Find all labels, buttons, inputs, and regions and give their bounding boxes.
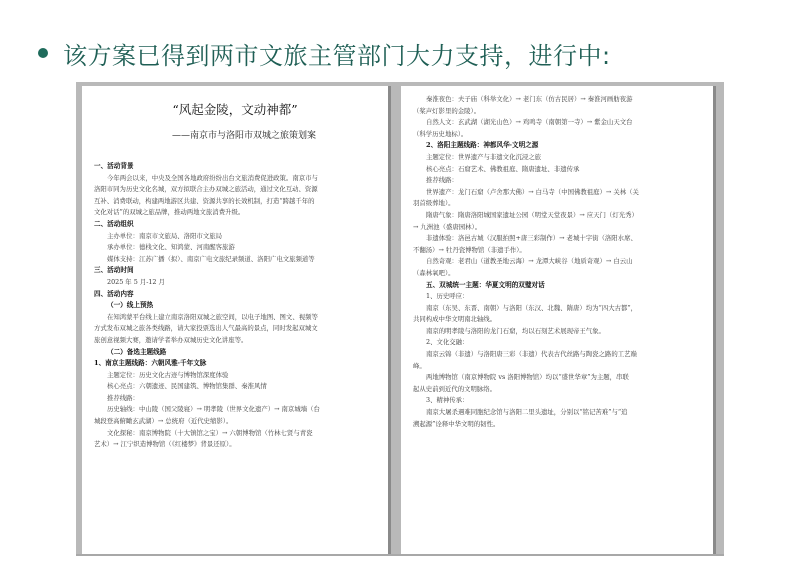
- body-text-line: 南京的明孝陵与洛阳的龙门石窟，均以石刻艺术展现帝王气象。: [426, 326, 605, 335]
- section-heading: （二）备选主题线路: [107, 347, 167, 356]
- bullet-dot-icon: [38, 48, 48, 58]
- body-text-line: 核心亮点：石窟艺术、佛教祖庭、隋唐遗址、非遗传承: [426, 164, 580, 173]
- body-text-line: 历史轴线：中山陵（国父陵寝）→ 明孝陵（世界文化遗产）→ 南京城墙（台: [107, 405, 320, 414]
- section-heading: 三、活动时间: [94, 266, 134, 275]
- document-title: “风起金陵，文动神都”: [172, 102, 298, 117]
- section-heading: 四、活动内容: [94, 289, 134, 298]
- section-heading: 一、活动背景: [94, 162, 134, 170]
- body-text-line: 秦淮夜色：夫子庙（科举文化）→ 老门东（仿古民居）→ 秦淮河画舫夜游: [426, 95, 633, 103]
- section-heading: （一）线上预热: [107, 301, 154, 310]
- slide-title: [38, 31, 611, 75]
- right-page-body: [413, 94, 703, 430]
- body-text-line: 1、历史呼应：: [426, 292, 469, 301]
- body-text-line: 南京（东吴、东晋、南朝）与洛阳（东汉、北魏、隋唐）均为“四大古都”，: [426, 303, 638, 312]
- body-text-line: 互补、消费联动，构建两地游区共建、资源共享的长效机制，打造“跨越千年的: [94, 196, 315, 205]
- body-text-line: 推荐线路：: [426, 176, 458, 185]
- section-heading: 二、活动组织: [94, 219, 134, 228]
- body-text-line: 洛阳市同为历史文化名城，双方拟联合主办双城之旅活动，通过文化互动、资源: [94, 185, 318, 194]
- section-heading: 五、双城统一主题：华夏文明的双璧对话: [426, 280, 545, 289]
- body-text-line: 自然人文：玄武湖（湖光山色）→ 鸡鸣寺（南朝第一寺）→ 紫金山天文台: [426, 118, 633, 127]
- body-text-line: （桨声灯影里的金陵）。: [413, 106, 481, 115]
- body-text-line: 峰。: [413, 361, 426, 370]
- body-text-line: 起从史前到近代的文明脉络。: [413, 384, 497, 393]
- document-subtitle: ——南京市与洛阳市双城之旅策划案: [171, 131, 316, 141]
- body-text-line: 世界遗产：龙门石窟（卢舍那大佛）→ 白马寺（中国佛教祖庭）→ 关林（关: [426, 187, 639, 196]
- left-page-body: [94, 161, 376, 451]
- body-text-line: 非遗体验：洛邑古城（汉服拍照+唐三彩制作）→ 老城十字街（洛阳水席、: [426, 234, 637, 243]
- body-text-line: 2025 年 5 月-12 月: [107, 277, 165, 286]
- body-text-line: 文化对话”的双城之旅品牌，推动两地文旅消费升级。: [94, 208, 245, 217]
- body-text-line: 文化探秘：南京博物院（十大镇馆之宝）→ 六朝博物馆（竹林七贤与青瓷: [107, 428, 313, 437]
- page-divider: [388, 86, 391, 554]
- section-heading: 1、南京主题线路：六朝风雅·千年文脉: [94, 359, 207, 368]
- body-text-line: 羽首级葬地）。: [413, 199, 455, 208]
- body-text-line: 旅创意视频大赛，邀请学者举办双城历史文化讲座等。: [94, 335, 248, 344]
- body-text-line: （森林氧吧）。: [413, 268, 455, 277]
- body-text-line: 隋唐气象：隋唐洛阳城国家遗址公园（明堂天堂夜景）→ 应天门（灯光秀）: [426, 210, 638, 219]
- body-text-line: 南京云锦（非遗）与洛阳唐三彩（非遗）代表古代丝路与陶瓷之路的工艺巅: [426, 350, 637, 359]
- body-text-line: 溯起源”诠释中华文明的韧性。: [413, 419, 500, 428]
- document-page-left: [82, 86, 388, 554]
- body-text-line: 今年两会以来，中央及全国各地政府纷纷出台文旅消费促进政策。南京市与: [107, 173, 318, 182]
- body-text-line: 城段登高俯瞰玄武湖）→ 总统府（近代史缩影）。: [94, 417, 233, 426]
- body-text-line: → 九洲池（盛唐园林）。: [413, 222, 482, 231]
- body-text-line: 承办单位：德栈文化、知鸿蒙、河南醒客旅游: [107, 243, 235, 252]
- body-text-line: 不翻汤）→ 牡丹瓷博物馆（非遗手作）。: [413, 245, 526, 254]
- body-text-line: 主题定位：历史文化古迹与博物馆深度体验: [107, 370, 229, 379]
- body-text-line: 核心亮点：六朝遗迹、民国建筑、博物馆集群、秦淮风情: [107, 382, 267, 391]
- document-viewer: [76, 82, 724, 556]
- body-text-line: 共同构成中华文明南北轴线。: [413, 315, 497, 324]
- body-text-line: 主办单位：南京市文旅局、洛阳市文旅局: [107, 231, 223, 240]
- page-divider: [713, 86, 716, 554]
- body-text-line: 媒体支持：江苏广播（拟）、南京广电文旅纪录频道、洛阳广电文旅频道等: [107, 254, 315, 263]
- section-heading: 2、洛阳主题线路：神都风华·文明之源: [426, 141, 539, 150]
- body-text-line: 推荐线路：: [107, 393, 139, 402]
- body-text-line: 艺术）→ 江宁织造博物馆（《红楼梦》背景还原）。: [94, 440, 236, 449]
- document-page-right: [401, 86, 713, 554]
- body-text-line: 南京大屠杀遇难同胞纪念馆与洛阳二里头遗址，分别以“铭记苦难”与“追: [426, 408, 628, 417]
- body-text-line: 方式发布双城之旅各类线路，请大家投票选出人气最高的景点，同时发起双城文: [94, 324, 318, 333]
- body-text-line: 主题定位：世界遗产与非遗文化沉浸之旅: [426, 152, 542, 161]
- slide-title-text: 该方案已得到两市文旅主管部门大力支持，进行中:: [63, 41, 611, 70]
- body-text-line: 自然奇观：老君山（道教圣地云海）→ 龙潭大峡谷（地质奇观）→ 白云山: [426, 257, 633, 266]
- body-text-line: 两地博物馆（南京博物院 vs 洛阳博物馆）均以“盛世华章”为主题，串联: [426, 373, 629, 382]
- body-text-line: 2、文化交融：: [426, 338, 469, 347]
- body-text-line: （科学历史地标）。: [413, 129, 468, 138]
- body-text-line: 在知鸿蒙平台线上建立南京洛阳双城之旅空间，以电子地图、图文、视频等: [107, 312, 318, 321]
- body-text-line: 3、精神传承：: [426, 396, 469, 405]
